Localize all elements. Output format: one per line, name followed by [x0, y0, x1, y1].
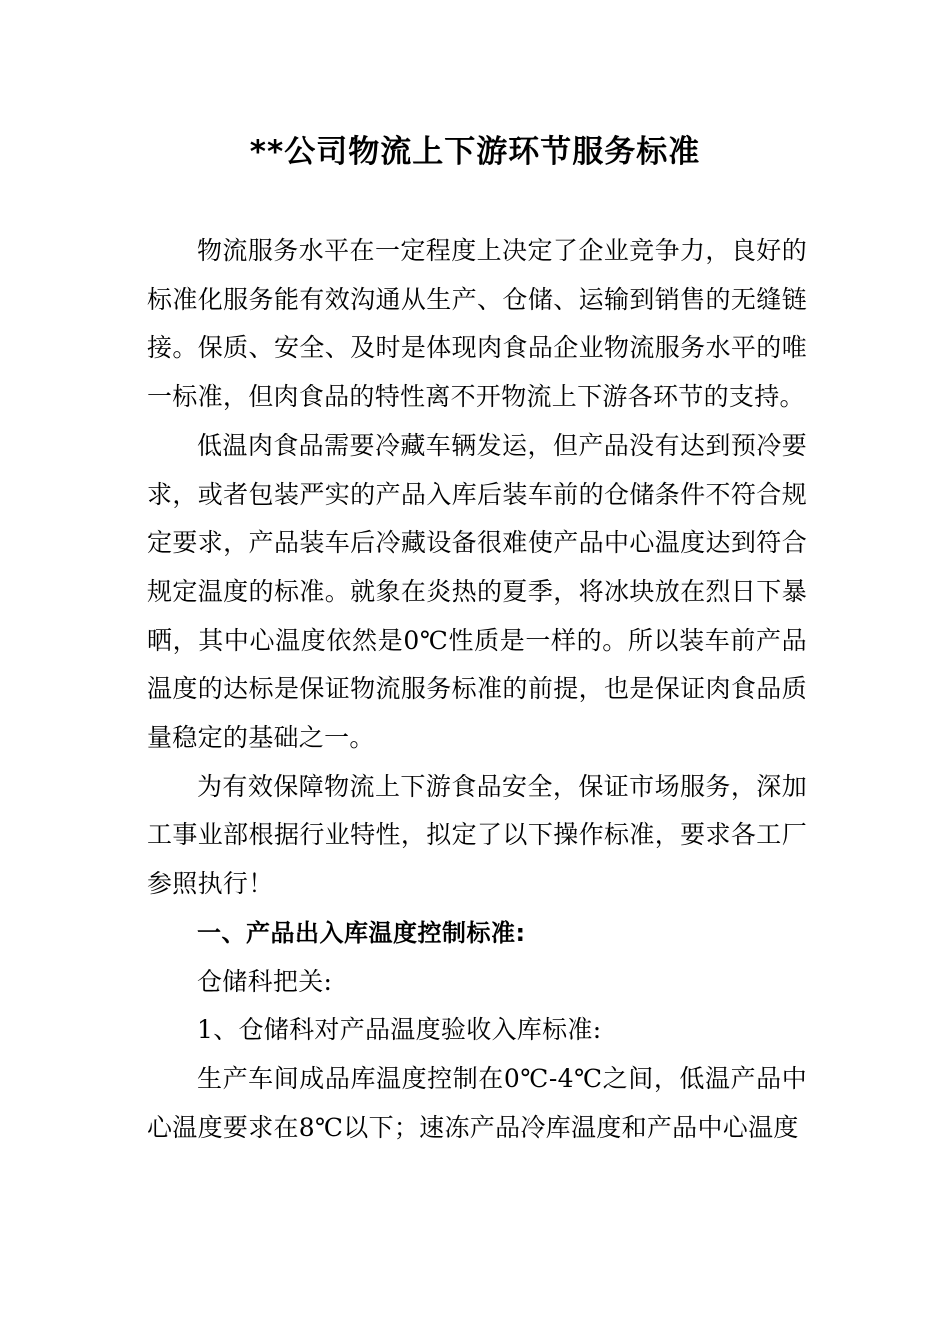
paragraph-warehouse: 仓储科把关:: [197, 966, 333, 996]
paragraph-purpose: 为有效保障物流上下游食品安全，保证市场服务，深加工事业部根据行业特性，拟定了以下操作标准，要求各工厂参照执行！: [147, 771, 807, 899]
section-heading-1: 一、产品出入库温度控制标准:: [197, 918, 526, 947]
paragraph-temperature: 生产车间成品库温度控制在0℃-4℃之间，低温产品中心温度要求在8℃以下；速冻产品冷库温度和产品中心温度: [147, 1063, 807, 1142]
paragraph-item-1: 1、仓储科对产品温度验收入库标准:: [197, 1015, 602, 1045]
document-body: [147, 227, 807, 1152]
paragraph-low-temp: 低温肉食品需要冷藏车辆发运，但产品没有达到预冷要求，或者包装严实的产品入库后装车前的仓储条件不符合规定要求，产品装车后冷藏设备很难使产品中心温度达到符合规定温度的标准。就象在炎热的夏季，将冰块放在烈日下暴晒，其中心温度依然是0℃性质是一样的。所以装车前产品温度的达标是保证物流服务标准的前提，也是保证肉食品质量稳定的基础之一。: [147, 430, 807, 753]
document-title: **公司物流上下游环节服务标准: [249, 134, 701, 170]
paragraph-intro: 物流服务水平在一定程度上决定了企业竞争力，良好的标准化服务能有效沟通从生产、仓储、运输到销售的无缝链接。保质、安全、及时是体现肉食品企业物流服务水平的唯一标准，但肉食品的特性离不开物流上下游各环节的支持。: [147, 236, 807, 412]
